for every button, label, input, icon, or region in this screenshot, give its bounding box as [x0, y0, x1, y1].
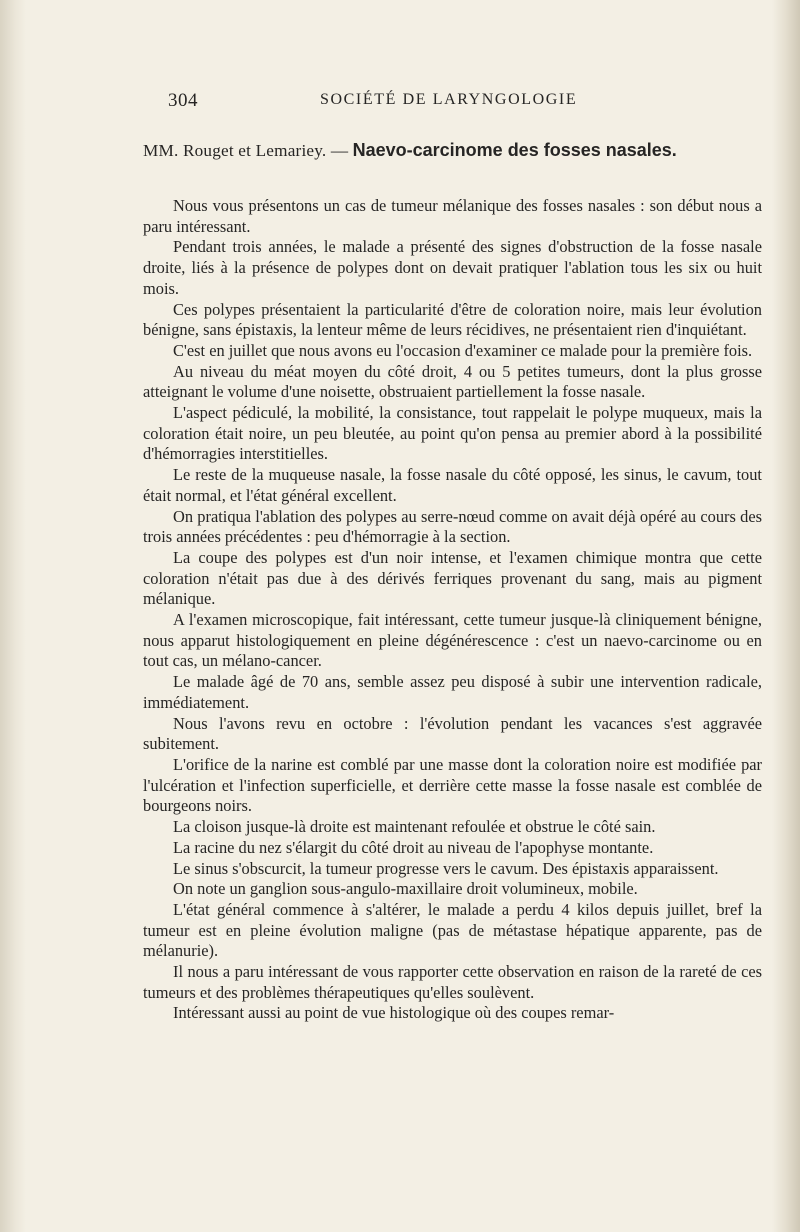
page-edge-shadow-right	[772, 0, 800, 1232]
paragraph: Au niveau du méat moyen du côté droit, 4 ou 5 petites tumeurs, dont la plus grosse atteignant le volume d'une noisette, obstruaient partiellement la fosse nasale.	[143, 361, 762, 402]
article-title: Naevo-carcinome des fosses nasales.	[352, 140, 677, 160]
article-authors: MM. Rouget et Lemariey. —	[143, 141, 349, 160]
article-heading	[143, 140, 768, 161]
paragraph: Nous l'avons revu en octobre : l'évolution pendant les vacances s'est aggravée subitement.	[143, 713, 762, 754]
paragraph: Nous vous présentons un cas de tumeur mélanique des fosses nasales : son début nous a paru intéressant.	[143, 196, 762, 236]
paragraph: A l'examen microscopique, fait intéressant, cette tumeur jusque-là cliniquement bénigne, nous apparut histologiquement en pleine dégénérescence : c'est un naevo-carcinome ou en tout cas, un mélano-cancer.	[143, 610, 762, 671]
paragraph: On note un ganglion sous-angulo-maxillaire droit volumineux, mobile.	[173, 879, 638, 899]
paragraph: L'état général commence à s'altérer, le malade a perdu 4 kilos depuis juillet, bref la tumeur est en pleine évolution maligne (pas de métastase hépatique apparente, pas de mélanurie).	[143, 899, 762, 961]
journal-title: SOCIÉTÉ DE LARYNGOLOGIE	[320, 91, 578, 108]
paragraph: Pendant trois années, le malade a présenté des signes d'obstruction de la fosse nasale droite, liés à la présence de polypes dont on devait pratiquer l'ablation tous les six ou huit mois.	[143, 237, 762, 298]
paragraph: C'est en juillet que nous avons eu l'occasion d'examiner ce malade pour la première fois.	[173, 340, 753, 360]
paragraph: La cloison jusque-là droite est maintenant refoulée et obstrue le côté sain.	[173, 817, 656, 837]
paragraph: L'orifice de la narine est comblé par une masse dont la coloration noire est modifiée par l'ulcération et l'infection superficielle, et derrière cette masse la fosse nasale est comblée de bourgeons noirs.	[143, 754, 762, 816]
article-body	[143, 196, 762, 1024]
paragraph: La racine du nez s'élargit du côté droit au niveau de l'apophyse montante.	[173, 837, 654, 857]
paragraph: Intéressant aussi au point de vue histologique où des coupes remar-	[173, 1003, 615, 1023]
paragraph: Le sinus s'obscurcit, la tumeur progresse vers le cavum. Des épistaxis apparaissent.	[173, 858, 719, 878]
paragraph: Le malade âgé de 70 ans, semble assez peu disposé à subir une intervention radicale, immédiatement.	[143, 672, 762, 712]
paragraph: Le reste de la muqueuse nasale, la fosse nasale du côté opposé, les sinus, le cavum, tout était normal, et l'état général excellent.	[143, 465, 762, 505]
paragraph: La coupe des polypes est d'un noir intense, et l'examen chimique montra que cette coloration n'était pas due à des dérivés ferriques provenant du sang, mais au pigment mélanique.	[143, 547, 762, 609]
paragraph: Ces polypes présentaient la particularité d'être de coloration noire, mais leur évolution bénigne, sans épistaxis, la lenteur même de leurs récidives, ne présentaient rien d'inquiétant.	[143, 299, 762, 340]
running-head	[168, 90, 763, 116]
paragraph: L'aspect pédiculé, la mobilité, la consistance, tout rappelait le polype muqueux, mais la coloration était noire, un peu bleutée, au point qu'on pensa au premier abord à la possibilité d'hémorragies interstitielles.	[143, 403, 762, 464]
paragraph: Il nous a paru intéressant de vous rapporter cette observation en raison de la rareté de ces tumeurs et des problèmes thérapeutiques qu'elles soulèvent.	[143, 962, 762, 1002]
page-edge-shadow-left	[0, 0, 26, 1232]
paragraph: On pratiqua l'ablation des polypes au serre-nœud comme on avait déjà opéré au cours des trois années précédentes : peu d'hémorragie à la section.	[143, 506, 762, 547]
page-number: 304	[168, 90, 198, 111]
